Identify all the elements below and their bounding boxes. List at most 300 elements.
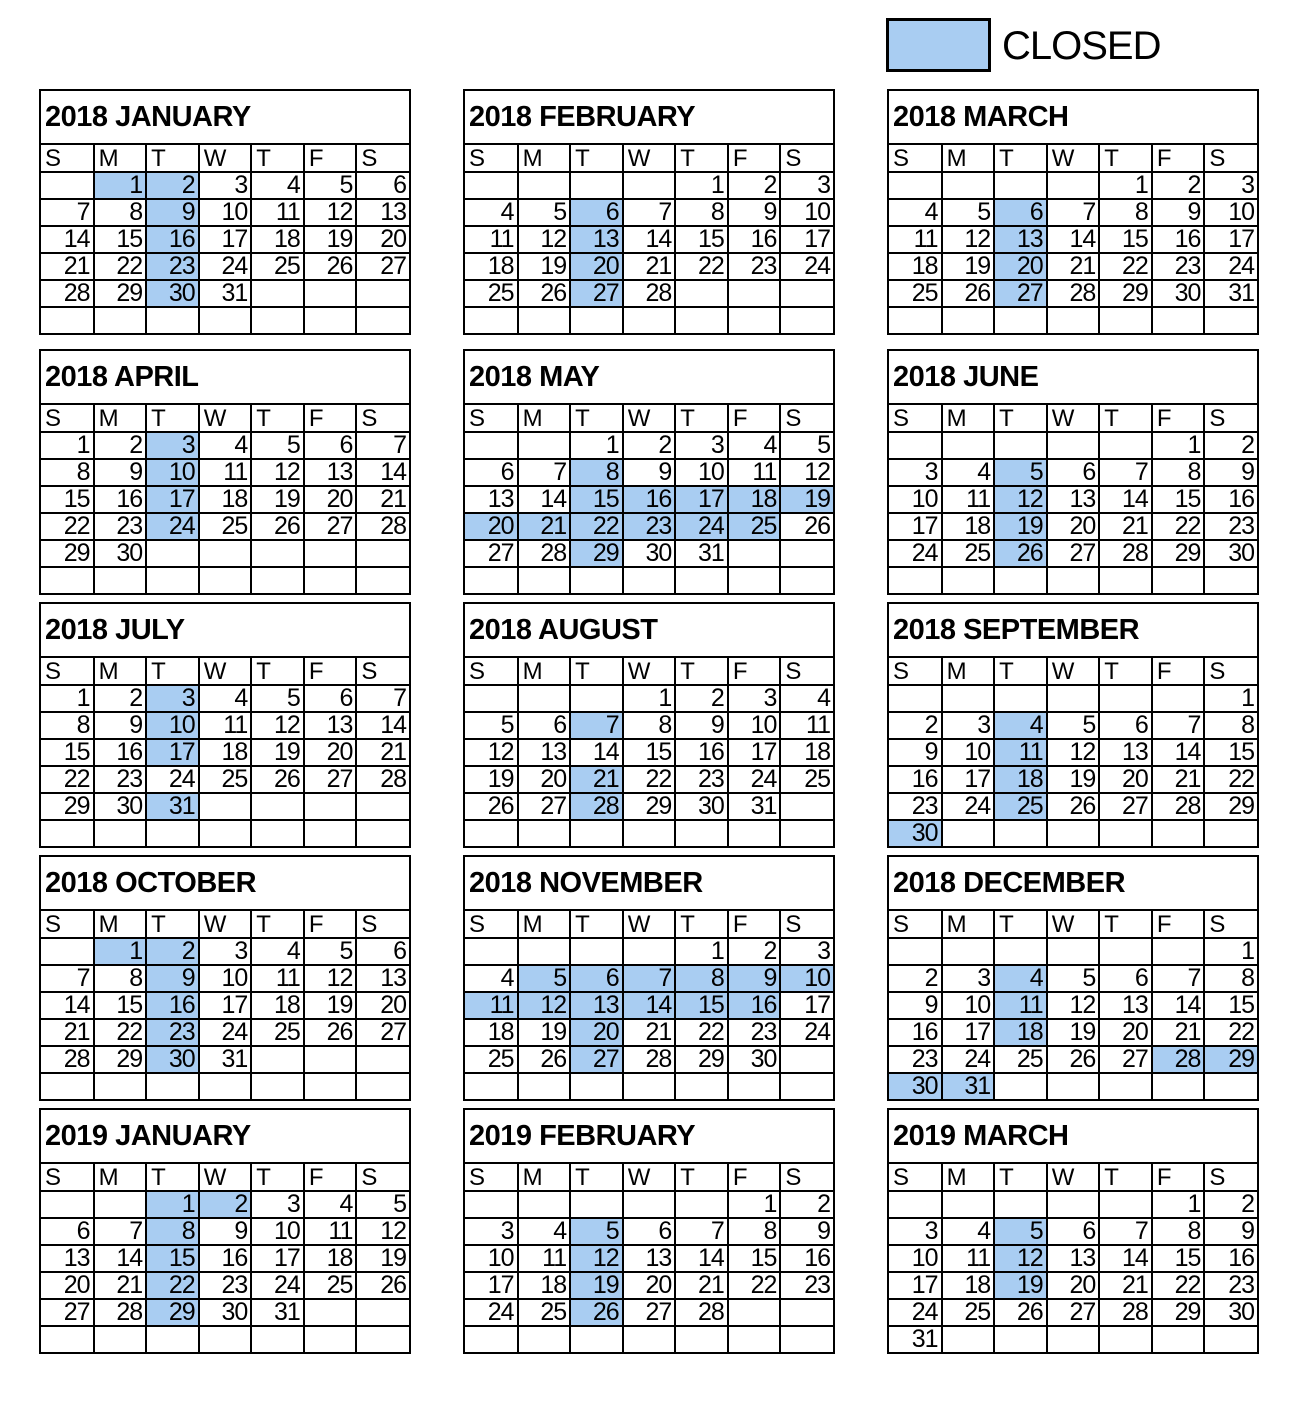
weekday-header-row — [465, 911, 833, 938]
empty-cell — [356, 540, 409, 567]
day-cell: 5 — [304, 172, 357, 199]
day-cell: 20 — [1099, 766, 1152, 793]
empty-cell — [780, 820, 833, 846]
empty-cell — [570, 1326, 623, 1352]
weekday-header: F — [304, 658, 357, 685]
empty-cell — [780, 567, 833, 593]
week-row — [889, 567, 1257, 593]
weekday-header: S — [356, 911, 409, 938]
day-cell: 31 — [199, 280, 252, 307]
day-cell: 21 — [356, 486, 409, 513]
day-cell: 7 — [518, 459, 571, 486]
day-cell: 29 — [94, 1046, 147, 1073]
day-cell: 18 — [942, 513, 995, 540]
day-cell: 28 — [1099, 540, 1152, 567]
day-cell: 11 — [780, 712, 833, 739]
empty-cell — [623, 1191, 676, 1218]
empty-cell — [1152, 820, 1205, 846]
day-cell: 22 — [94, 253, 147, 280]
month-grid — [465, 658, 833, 846]
week-row — [41, 199, 409, 226]
day-cell: 10 — [1204, 199, 1257, 226]
empty-cell — [570, 685, 623, 712]
weekday-header: W — [199, 911, 252, 938]
day-cell: 25 — [251, 253, 304, 280]
empty-cell — [1047, 432, 1100, 459]
day-cell: 2 — [94, 432, 147, 459]
day-cell: 25 — [780, 766, 833, 793]
empty-cell — [518, 307, 571, 333]
day-cell: 15 — [41, 739, 94, 766]
day-cell: 8 — [570, 459, 623, 486]
day-cell: 1 — [41, 685, 94, 712]
day-cell: 31 — [199, 1046, 252, 1073]
day-cell: 7 — [1099, 459, 1152, 486]
day-cell: 7 — [570, 712, 623, 739]
month-calendar — [39, 855, 411, 1101]
day-cell: 25 — [518, 1299, 571, 1326]
empty-cell — [1204, 1326, 1257, 1352]
weekday-header: W — [623, 1164, 676, 1191]
weekday-header: F — [728, 911, 781, 938]
day-cell: 1 — [1204, 685, 1257, 712]
empty-cell — [146, 540, 199, 567]
week-row — [889, 1272, 1257, 1299]
empty-cell — [1152, 307, 1205, 333]
day-cell: 28 — [1152, 1046, 1205, 1073]
month-grid — [41, 145, 409, 333]
week-row — [889, 1326, 1257, 1352]
weekday-header: T — [146, 405, 199, 432]
empty-cell — [356, 280, 409, 307]
day-cell: 16 — [199, 1245, 252, 1272]
week-row — [41, 226, 409, 253]
month-title: 2018 MAY — [465, 351, 833, 405]
day-cell: 5 — [994, 1218, 1047, 1245]
day-cell: 20 — [623, 1272, 676, 1299]
day-cell: 10 — [199, 199, 252, 226]
month-grid — [465, 405, 833, 593]
empty-cell — [942, 1326, 995, 1352]
day-cell: 8 — [146, 1218, 199, 1245]
weekday-header: T — [251, 911, 304, 938]
weekday-header: S — [1204, 1164, 1257, 1191]
weekday-header: M — [518, 658, 571, 685]
empty-cell — [304, 1299, 357, 1326]
day-cell: 24 — [199, 1019, 252, 1046]
empty-cell — [780, 280, 833, 307]
day-cell: 11 — [199, 712, 252, 739]
day-cell: 8 — [1099, 199, 1152, 226]
day-cell: 16 — [780, 1245, 833, 1272]
day-cell: 26 — [304, 1019, 357, 1046]
day-cell: 3 — [251, 1191, 304, 1218]
day-cell: 15 — [1152, 486, 1205, 513]
day-cell: 4 — [465, 199, 518, 226]
weekday-header: S — [780, 658, 833, 685]
empty-cell — [518, 820, 571, 846]
day-cell: 25 — [942, 1299, 995, 1326]
week-row — [41, 1299, 409, 1326]
weekday-header: F — [728, 145, 781, 172]
week-row — [465, 226, 833, 253]
empty-cell — [146, 820, 199, 846]
day-cell: 11 — [465, 226, 518, 253]
day-cell: 6 — [623, 1218, 676, 1245]
day-cell: 4 — [994, 712, 1047, 739]
day-cell: 8 — [1204, 712, 1257, 739]
day-cell: 15 — [570, 486, 623, 513]
week-row — [889, 1019, 1257, 1046]
day-cell: 21 — [1152, 1019, 1205, 1046]
day-cell: 27 — [304, 513, 357, 540]
empty-cell — [994, 567, 1047, 593]
day-cell: 20 — [304, 486, 357, 513]
week-row — [41, 1046, 409, 1073]
day-cell: 20 — [465, 513, 518, 540]
empty-cell — [942, 432, 995, 459]
day-cell: 14 — [94, 1245, 147, 1272]
day-cell: 1 — [146, 1191, 199, 1218]
empty-cell — [942, 307, 995, 333]
day-cell: 22 — [1152, 513, 1205, 540]
day-cell: 17 — [942, 766, 995, 793]
weekday-header: M — [94, 1164, 147, 1191]
day-cell: 22 — [623, 766, 676, 793]
day-cell: 11 — [889, 226, 942, 253]
day-cell: 1 — [94, 172, 147, 199]
empty-cell — [570, 938, 623, 965]
weekday-header: T — [675, 911, 728, 938]
weekday-header: M — [94, 658, 147, 685]
day-cell: 1 — [570, 432, 623, 459]
empty-cell — [518, 1326, 571, 1352]
day-cell: 5 — [1047, 712, 1100, 739]
day-cell: 24 — [889, 540, 942, 567]
empty-cell — [780, 540, 833, 567]
day-cell: 16 — [889, 1019, 942, 1046]
day-cell: 17 — [889, 1272, 942, 1299]
weekday-header: W — [1047, 145, 1100, 172]
weekday-header: S — [780, 1164, 833, 1191]
day-cell: 20 — [356, 992, 409, 1019]
day-cell: 12 — [994, 486, 1047, 513]
empty-cell — [1152, 685, 1205, 712]
day-cell: 12 — [518, 992, 571, 1019]
day-cell: 5 — [251, 685, 304, 712]
day-cell: 15 — [728, 1245, 781, 1272]
weekday-header: S — [780, 911, 833, 938]
day-cell: 17 — [199, 226, 252, 253]
day-cell: 8 — [1152, 459, 1205, 486]
closed-legend-label: CLOSED — [1002, 24, 1161, 68]
empty-cell — [623, 938, 676, 965]
week-row — [41, 459, 409, 486]
month-calendar — [887, 1108, 1259, 1354]
day-cell: 13 — [994, 226, 1047, 253]
empty-cell — [199, 820, 252, 846]
day-cell: 29 — [1152, 1299, 1205, 1326]
empty-cell — [199, 307, 252, 333]
weekday-header: S — [356, 405, 409, 432]
day-cell: 12 — [1047, 739, 1100, 766]
weekday-header: S — [889, 658, 942, 685]
weekday-header: F — [1152, 145, 1205, 172]
day-cell: 21 — [41, 1019, 94, 1046]
day-cell: 26 — [994, 1299, 1047, 1326]
week-row — [889, 1073, 1257, 1099]
day-cell: 23 — [146, 1019, 199, 1046]
day-cell: 20 — [304, 739, 357, 766]
empty-cell — [1099, 307, 1152, 333]
day-cell: 14 — [623, 992, 676, 1019]
day-cell: 21 — [1099, 513, 1152, 540]
month-calendar — [463, 602, 835, 848]
week-row — [41, 540, 409, 567]
empty-cell — [251, 567, 304, 593]
week-row — [889, 280, 1257, 307]
empty-cell — [1204, 1073, 1257, 1099]
weekday-header: F — [304, 1164, 357, 1191]
week-row — [41, 1326, 409, 1352]
day-cell: 30 — [675, 793, 728, 820]
empty-cell — [994, 172, 1047, 199]
empty-cell — [623, 172, 676, 199]
empty-cell — [1204, 307, 1257, 333]
empty-cell — [251, 1046, 304, 1073]
week-row — [465, 172, 833, 199]
weekday-header: T — [146, 145, 199, 172]
day-cell: 15 — [41, 486, 94, 513]
day-cell: 20 — [41, 1272, 94, 1299]
empty-cell — [994, 1326, 1047, 1352]
day-cell: 28 — [356, 513, 409, 540]
day-cell: 31 — [146, 793, 199, 820]
empty-cell — [570, 567, 623, 593]
week-row — [465, 199, 833, 226]
empty-cell — [1047, 685, 1100, 712]
week-row — [41, 739, 409, 766]
day-cell: 15 — [675, 992, 728, 1019]
day-cell: 4 — [251, 172, 304, 199]
weekday-header: S — [465, 658, 518, 685]
day-cell: 21 — [623, 253, 676, 280]
month-calendar — [463, 855, 835, 1101]
empty-cell — [518, 172, 571, 199]
day-cell: 11 — [942, 486, 995, 513]
day-cell: 2 — [728, 938, 781, 965]
weekday-header: T — [570, 1164, 623, 1191]
day-cell: 4 — [304, 1191, 357, 1218]
day-cell: 25 — [304, 1272, 357, 1299]
empty-cell — [1204, 820, 1257, 846]
month-calendar — [463, 1108, 835, 1354]
day-cell: 6 — [41, 1218, 94, 1245]
day-cell: 4 — [518, 1218, 571, 1245]
day-cell: 5 — [780, 432, 833, 459]
day-cell: 3 — [1204, 172, 1257, 199]
empty-cell — [570, 820, 623, 846]
day-cell: 30 — [889, 1073, 942, 1099]
empty-cell — [889, 567, 942, 593]
day-cell: 11 — [518, 1245, 571, 1272]
weekday-header: W — [199, 1164, 252, 1191]
empty-cell — [199, 567, 252, 593]
day-cell: 8 — [675, 965, 728, 992]
weekday-header-row — [41, 1164, 409, 1191]
weekday-header: W — [1047, 911, 1100, 938]
empty-cell — [1152, 1326, 1205, 1352]
empty-cell — [994, 685, 1047, 712]
empty-cell — [675, 567, 728, 593]
weekday-header: S — [889, 911, 942, 938]
day-cell: 13 — [570, 226, 623, 253]
day-cell: 19 — [942, 253, 995, 280]
day-cell: 18 — [994, 766, 1047, 793]
weekday-header-row — [41, 658, 409, 685]
week-row — [41, 567, 409, 593]
day-cell: 9 — [728, 199, 781, 226]
week-row — [465, 307, 833, 333]
month-calendar — [39, 1108, 411, 1354]
day-cell: 4 — [465, 965, 518, 992]
day-cell: 24 — [728, 766, 781, 793]
week-row — [889, 992, 1257, 1019]
weekday-header-row — [465, 1164, 833, 1191]
empty-cell — [570, 307, 623, 333]
week-row — [889, 712, 1257, 739]
empty-cell — [728, 307, 781, 333]
weekday-header-row — [465, 405, 833, 432]
week-row — [465, 459, 833, 486]
day-cell: 13 — [570, 992, 623, 1019]
empty-cell — [728, 1073, 781, 1099]
day-cell: 13 — [1047, 1245, 1100, 1272]
empty-cell — [994, 938, 1047, 965]
day-cell: 3 — [942, 712, 995, 739]
day-cell: 13 — [41, 1245, 94, 1272]
empty-cell — [41, 1326, 94, 1352]
empty-cell — [780, 1046, 833, 1073]
day-cell: 1 — [1099, 172, 1152, 199]
day-cell: 28 — [356, 766, 409, 793]
day-cell: 24 — [780, 253, 833, 280]
empty-cell — [889, 938, 942, 965]
day-cell: 26 — [994, 540, 1047, 567]
weekday-header: M — [94, 145, 147, 172]
day-cell: 20 — [570, 253, 623, 280]
day-cell: 11 — [251, 965, 304, 992]
day-cell: 27 — [356, 253, 409, 280]
empty-cell — [675, 1191, 728, 1218]
empty-cell — [942, 938, 995, 965]
week-row — [889, 1218, 1257, 1245]
day-cell: 29 — [675, 1046, 728, 1073]
weekday-header: T — [1099, 911, 1152, 938]
day-cell: 9 — [623, 459, 676, 486]
day-cell: 15 — [1204, 739, 1257, 766]
empty-cell — [1099, 685, 1152, 712]
week-row — [889, 226, 1257, 253]
day-cell: 14 — [41, 226, 94, 253]
day-cell: 20 — [570, 1019, 623, 1046]
weekday-header: S — [41, 405, 94, 432]
day-cell: 1 — [41, 432, 94, 459]
empty-cell — [304, 1326, 357, 1352]
day-cell: 25 — [251, 1019, 304, 1046]
empty-cell — [1047, 1326, 1100, 1352]
weekday-header: T — [994, 1164, 1047, 1191]
day-cell: 10 — [675, 459, 728, 486]
day-cell: 22 — [675, 1019, 728, 1046]
day-cell: 24 — [465, 1299, 518, 1326]
day-cell: 17 — [146, 486, 199, 513]
day-cell: 26 — [356, 1272, 409, 1299]
day-cell: 27 — [304, 766, 357, 793]
week-row — [889, 172, 1257, 199]
empty-cell — [356, 793, 409, 820]
weekday-header: W — [1047, 658, 1100, 685]
day-cell: 27 — [1099, 793, 1152, 820]
day-cell: 17 — [465, 1272, 518, 1299]
weekday-header: W — [199, 658, 252, 685]
day-cell: 20 — [1047, 1272, 1100, 1299]
month-title: 2019 MARCH — [889, 1110, 1257, 1164]
weekday-header: M — [942, 405, 995, 432]
day-cell: 19 — [780, 486, 833, 513]
day-cell: 29 — [1204, 793, 1257, 820]
day-cell: 23 — [675, 766, 728, 793]
week-row — [889, 1245, 1257, 1272]
month-title: 2018 SEPTEMBER — [889, 604, 1257, 658]
empty-cell — [1099, 432, 1152, 459]
month-calendar — [463, 349, 835, 595]
day-cell: 17 — [675, 486, 728, 513]
empty-cell — [518, 1191, 571, 1218]
day-cell: 26 — [251, 766, 304, 793]
day-cell: 31 — [942, 1073, 995, 1099]
day-cell: 12 — [780, 459, 833, 486]
week-row — [41, 712, 409, 739]
empty-cell — [199, 540, 252, 567]
day-cell: 25 — [465, 1046, 518, 1073]
day-cell: 8 — [41, 712, 94, 739]
day-cell: 7 — [1152, 965, 1205, 992]
week-row — [41, 1272, 409, 1299]
day-cell: 6 — [1099, 965, 1152, 992]
day-cell: 20 — [1047, 513, 1100, 540]
empty-cell — [675, 307, 728, 333]
week-row — [465, 253, 833, 280]
weekday-header-row — [465, 658, 833, 685]
day-cell: 29 — [570, 540, 623, 567]
month-title: 2018 MARCH — [889, 91, 1257, 145]
week-row — [465, 739, 833, 766]
week-row — [465, 486, 833, 513]
empty-cell — [1099, 1326, 1152, 1352]
day-cell: 19 — [356, 1245, 409, 1272]
weekday-header: T — [675, 658, 728, 685]
day-cell: 15 — [675, 226, 728, 253]
weekday-header: S — [41, 911, 94, 938]
day-cell: 21 — [570, 766, 623, 793]
day-cell: 28 — [570, 793, 623, 820]
weekday-header-row — [889, 145, 1257, 172]
day-cell: 5 — [570, 1218, 623, 1245]
month-calendar — [887, 349, 1259, 595]
weekday-header: S — [1204, 911, 1257, 938]
empty-cell — [199, 793, 252, 820]
